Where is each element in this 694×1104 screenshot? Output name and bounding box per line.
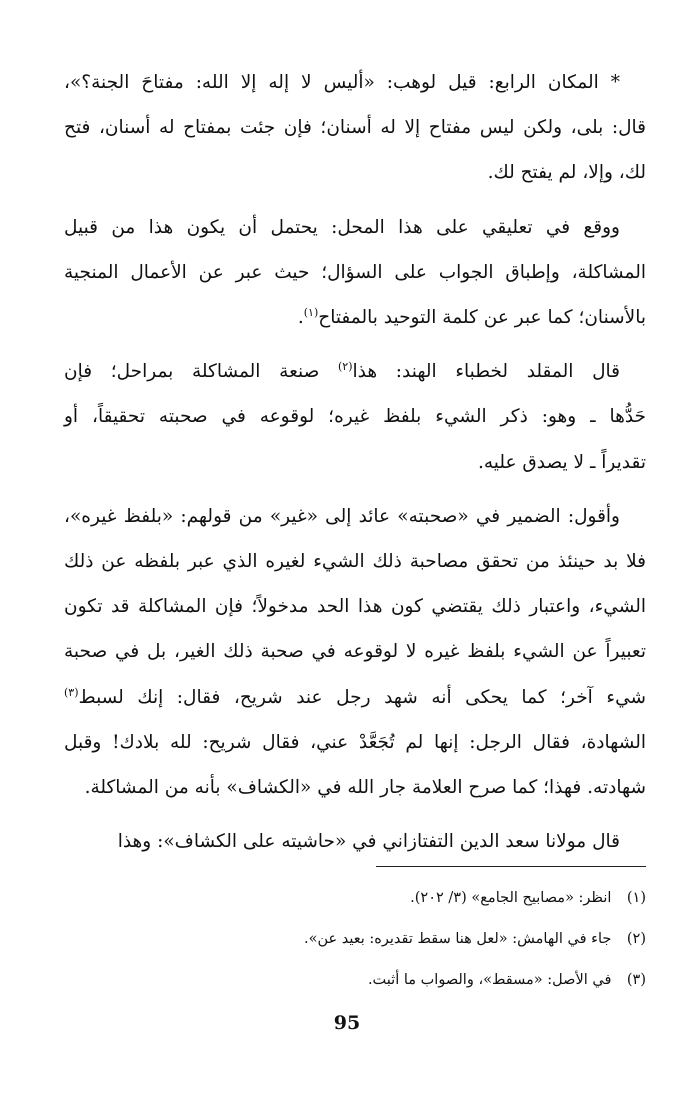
text-line <box>64 675 646 720</box>
text-line: لك، وإلا، لم يفتح لك. <box>487 162 646 184</box>
footnote-2 <box>86 919 646 960</box>
text-segment: قال المقلد لخطباء الهند: هذا <box>352 361 620 383</box>
footnote-text: في الأصل: «مسقط»، والصواب ما أثبت. <box>367 972 612 988</box>
footnote-ref-3: (٣) <box>64 685 79 699</box>
footnote-text: انظر: «مصابيح الجامع» (٣/ ٢٠٢). <box>410 890 612 906</box>
paragraph-5 <box>64 819 646 864</box>
text-line: وأقول: الضمير في «صحبته» عائد إلى «غير» من قولهم: «بلفظ غيره»، <box>64 505 620 527</box>
text-line: قال: بلى، ولكن ليس مفتاح إلا له أسنان؛ فإن جئت بمفتاح له أسنان، فتح <box>64 117 646 139</box>
text-line: تقديراً ـ لا يصدق عليه. <box>477 451 646 473</box>
text-line <box>64 349 646 394</box>
text-segment: . <box>297 307 304 329</box>
footnote-1 <box>86 878 646 919</box>
footnote-number: (١) <box>626 890 646 906</box>
footnotes <box>86 878 646 1001</box>
paragraph-3 <box>64 349 646 485</box>
text-segment: صنعة المشاكلة بمراحل؛ فإن <box>64 361 338 383</box>
footnote-text: جاء في الهامش: «لعل هنا سقط تقديره: بعيد عن». <box>303 931 612 947</box>
footnote-number: (٢) <box>626 931 646 947</box>
text-line: فلا بد حينئذ من تحقق مصاحبة ذلك الشيء لغيره الذي عبر بلفظه عن ذلك <box>64 551 646 573</box>
footnote-ref-1: (١) <box>303 306 319 320</box>
page-number: 95 <box>333 1012 361 1034</box>
text-line: قال مولانا سعد الدين التفتازاني في «حاشيته على الكشاف»: وهذا <box>117 831 620 853</box>
text-line: الشهادة، فقال الرجل: إنها لم تُجَعَّدْ عني، فقال شريح: لله بلادك! وقبل <box>64 731 646 753</box>
footnote-divider <box>376 866 646 867</box>
text-segment: بالأسنان؛ كما عبر عن كلمة التوحيد بالمفتاح <box>318 307 646 329</box>
text-line: * المكان الرابع: قيل لوهب: «أليس لا إله إلا الله: مفتاحَ الجنة؟»، <box>64 72 620 93</box>
text-line: المشاكلة، وإطباق الجواب على السؤال؛ حيث عبر عن الأعمال المنجية <box>64 261 646 283</box>
text-line: تعبيراً عن الشيء بلفظ غيره لا لوقوعه في صحبة ذلك الغير، بل في صحبة <box>64 641 646 663</box>
text-line: حَدُّها ـ وهو: ذكر الشيء بلفظ غيره؛ لوقوعه في صحبته تحقيقاً، أو <box>64 406 646 428</box>
text-line: ووقع في تعليقي على هذا المحل: يحتمل أن يكون هذا من قبيل <box>64 216 620 238</box>
footnote-ref-2: (٢) <box>337 360 353 374</box>
paragraph-4 <box>64 494 646 810</box>
page-body <box>64 60 646 873</box>
footnote-3 <box>86 960 646 1001</box>
text-line: شهادته. فهذا؛ كما صرح العلامة جار الله في «الكشاف» بأنه من المشاكلة. <box>84 777 646 799</box>
text-segment: شيء آخر؛ كما يحكى أنه شهد رجل عند شريح، فقال: إنك لسبط <box>78 686 646 708</box>
footnote-number: (٣) <box>626 972 646 988</box>
paragraph-2 <box>64 205 646 341</box>
text-line <box>64 295 646 340</box>
text-line: الشيء، واعتبار ذلك يقتضي كون هذا الحد مدخولاً؛ فإن المشاكلة قد تكون <box>64 596 646 618</box>
paragraph-1 <box>64 60 646 196</box>
